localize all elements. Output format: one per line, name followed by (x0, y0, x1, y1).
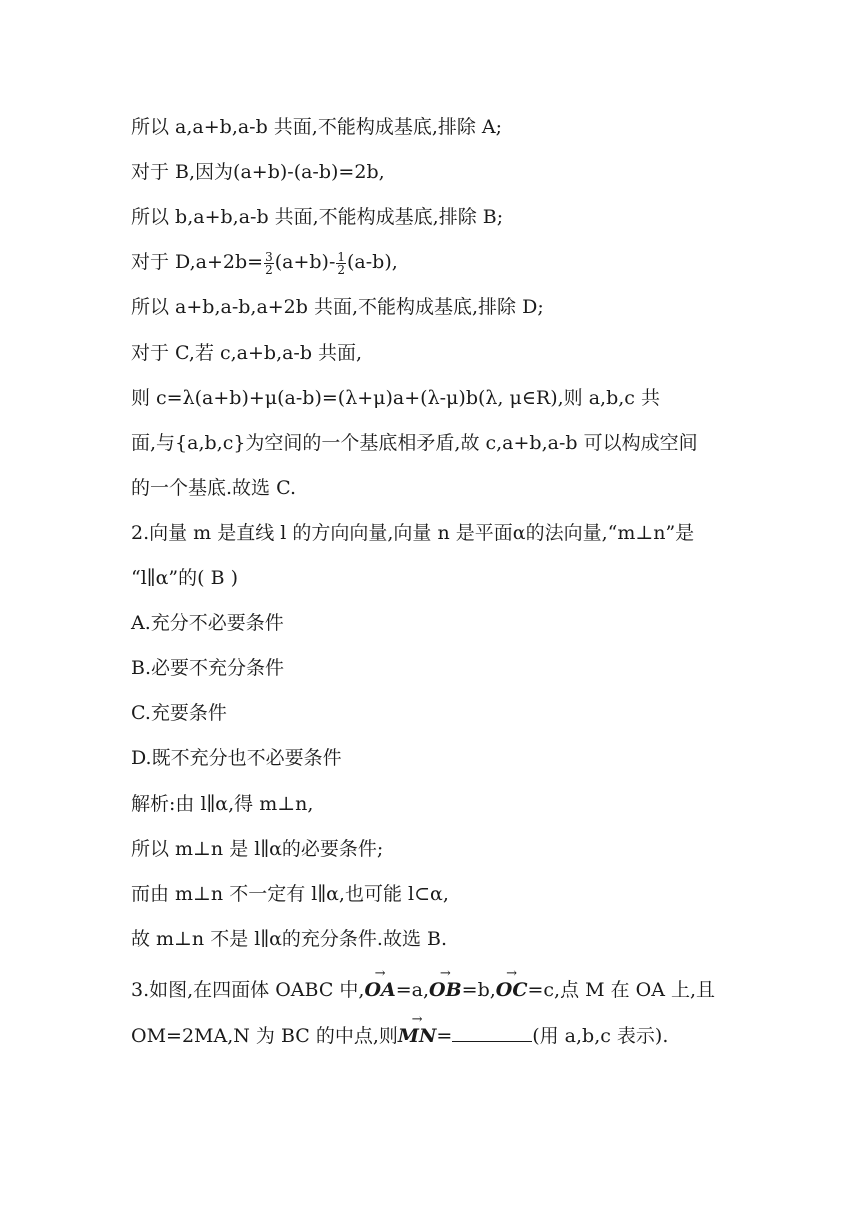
text-line: 所以 a,a+b,a-b 共面,不能构成基底,排除 A; (131, 116, 503, 138)
option-a: A.充分不必要条件 (131, 612, 284, 634)
text-segment: (用 a,b,c 表示). (532, 1025, 669, 1047)
option-b: B.必要不充分条件 (131, 657, 285, 679)
fraction-numerator: 3 (265, 249, 273, 264)
fraction-numerator: 1 (337, 249, 345, 264)
fraction-denominator: 2 (337, 262, 345, 277)
question-3-stem-cont (131, 1021, 668, 1049)
text-line: 所以 b,a+b,a-b 共面,不能构成基底,排除 B; (131, 206, 504, 228)
option-d: D.既不充分也不必要条件 (131, 747, 342, 769)
text-segment: (a+b)- (274, 251, 336, 273)
analysis-line: 而由 m⊥n 不一定有 l∥α,也可能 l⊂α, (131, 883, 449, 905)
option-c: C.充要条件 (131, 702, 227, 724)
question-3-stem (131, 975, 715, 1003)
question-2-stem: 2.向量 m 是直线 l 的方向向量,向量 n 是平面α的法向量,“m⊥n”是 (131, 522, 695, 544)
text-segment: 对于 D,a+2b= (131, 251, 264, 273)
fraction-denominator: 2 (265, 262, 273, 277)
answer-blank[interactable] (452, 1023, 532, 1042)
vector-oa: → OA (364, 975, 395, 1003)
text-line: 则 c=λ(a+b)+μ(a-b)=(λ+μ)a+(λ-μ)b(λ, μ∈R),则 a,b,c 共 (131, 387, 660, 409)
text-segment: (a-b), (347, 251, 398, 273)
vector-ob: → OB (429, 975, 462, 1003)
vector-mn: → MN (398, 1021, 436, 1049)
text-segment: =a, (395, 979, 430, 1001)
question-2-stem-cont: “l∥α”的( B ) (131, 567, 238, 589)
text-segment: =c,点 M 在 OA 上,且 (527, 979, 716, 1001)
text-line: 对于 C,若 c,a+b,a-b 共面, (131, 342, 363, 364)
fraction (264, 251, 274, 276)
text-line: 所以 a+b,a-b,a+2b 共面,不能构成基底,排除 D; (131, 296, 544, 318)
text-segment: = (436, 1025, 453, 1047)
text-line: 对于 B,因为(a+b)-(a-b)=2b, (131, 161, 385, 183)
text-line: 的一个基底.故选 C. (131, 477, 296, 499)
text-line-with-fractions (131, 249, 398, 276)
text-segment: =b, (461, 979, 496, 1001)
analysis-line: 故 m⊥n 不是 l∥α的充分条件.故选 B. (131, 928, 448, 950)
analysis-line: 解析:由 l∥α,得 m⊥n, (131, 793, 314, 815)
fraction (336, 251, 346, 276)
text-segment: OM=2MA,N 为 BC 的中点,则 (131, 1025, 398, 1047)
text-segment: 3.如图,在四面体 OABC 中, (131, 979, 365, 1001)
text-line: 面,与{a,b,c}为空间的一个基底相矛盾,故 c,a+b,a-b 可以构成空间 (131, 432, 698, 454)
vector-oc: → OC (496, 975, 528, 1003)
analysis-line: 所以 m⊥n 是 l∥α的必要条件; (131, 838, 384, 860)
